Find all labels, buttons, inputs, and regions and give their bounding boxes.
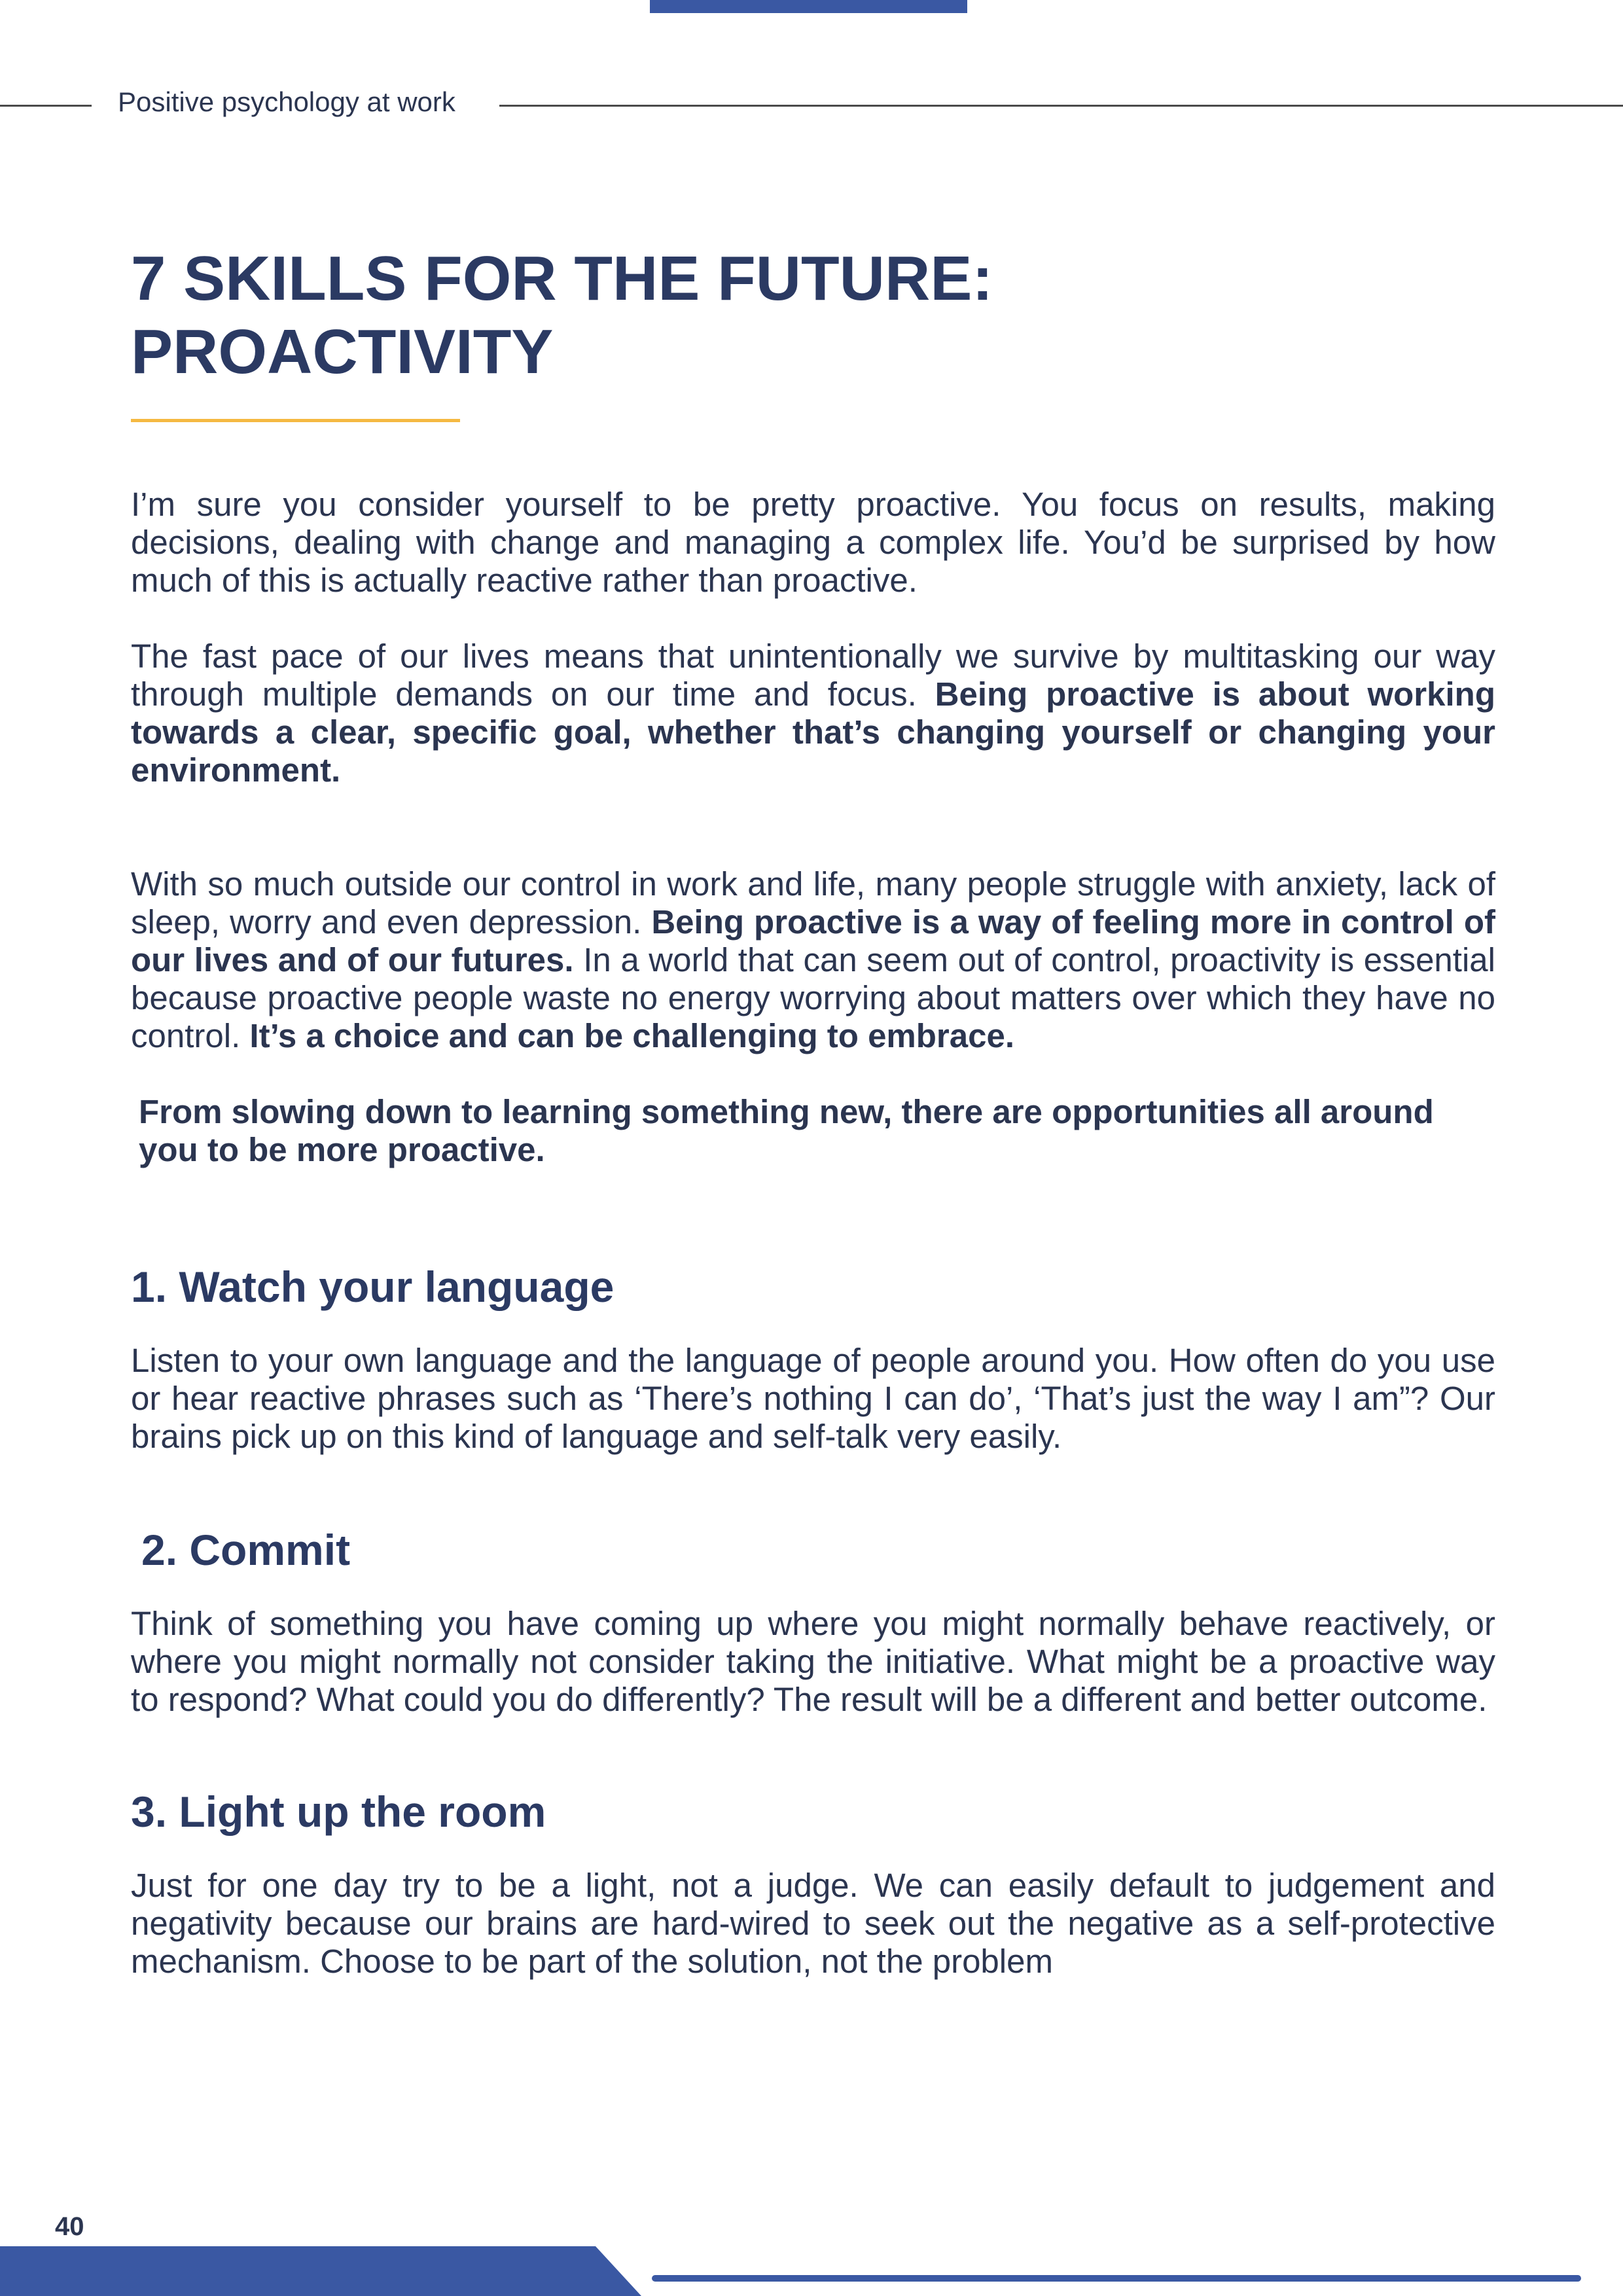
intro-paragraph-3 bbox=[131, 865, 1495, 1055]
section-heading-1: 1. Watch your language bbox=[131, 1263, 615, 1311]
section-body-1: Listen to your own language and the language of people around you. How often do you use or hear reactive phrases such as ‘There’s nothing I can do’, ‘That’s just the way I am”? Our brains pick up on this kind of language and self-talk very easily. bbox=[131, 1342, 1495, 1455]
section-heading-2: 2. Commit bbox=[141, 1526, 351, 1574]
article-body bbox=[131, 486, 1495, 1981]
intro-paragraph-3-emphasis-2: It’s a choice and can be challenging to embrace. bbox=[249, 1017, 1015, 1054]
title-underline bbox=[131, 419, 460, 422]
intro-paragraph-3-text-2: In a world that can seem out of control, proactivity is essential because proactive people waste no energy worrying about matters over which they have no control. bbox=[131, 941, 1495, 1054]
intro-paragraph-4: From slowing down to learning something new, there are opportunities all around you to be more proactive. bbox=[139, 1093, 1434, 1168]
footer-accent-line bbox=[652, 2275, 1581, 2282]
header-rule-right bbox=[499, 105, 1623, 107]
intro-paragraph-2-text: The fast pace of our lives means that unintentionally we survive by multitasking our way through multiple demands on our time and focus. bbox=[131, 637, 1495, 713]
page-title bbox=[131, 242, 1492, 389]
intro-paragraph-2 bbox=[131, 637, 1495, 789]
section-body-2: Think of something you have coming up where you might normally behave reactively, or where you might normally not consider taking the initiative. What might be a proactive way to respond? What could you do differently? The result will be a different and better outcome. bbox=[131, 1605, 1495, 1718]
footer-accent-shape bbox=[0, 2246, 641, 2296]
page-title-line-1: 7 SKILLS FOR THE FUTURE: bbox=[131, 243, 993, 314]
section-heading-3: 3. Light up the room bbox=[131, 1787, 546, 1836]
page-title-line-2: PROACTIVITY bbox=[131, 317, 554, 387]
top-accent-tab bbox=[650, 0, 967, 13]
running-head: Positive psychology at work bbox=[118, 86, 455, 117]
section-body-3: Just for one day try to be a light, not a judge. We can easily default to judgement and negativity because our brains are hard-wired to seek out the negative as a self-protective mechanism. Choose to be part of the solution, not the problem bbox=[131, 1867, 1495, 1980]
intro-paragraph-3-text-1: With so much outside our control in work and life, many people struggle with anxiety, lack of sleep, worry and even depression. bbox=[131, 865, 1495, 941]
intro-paragraph-2-emphasis: Being proactive is about working towards a clear, specific goal, whether that’s changing yourself or changing your environment. bbox=[131, 675, 1495, 789]
header-rule-left bbox=[0, 105, 92, 107]
intro-paragraph-1: I’m sure you consider yourself to be pretty proactive. You focus on results, making decisions, dealing with change and managing a complex life. You’d be surprised by how much of this is actually reactive rather than proactive. bbox=[131, 486, 1495, 599]
page-number: 40 bbox=[55, 2212, 84, 2241]
intro-paragraph-3-emphasis-1: Being proactive is a way of feeling more in control of our lives and of our futures. bbox=[131, 903, 1496, 978]
